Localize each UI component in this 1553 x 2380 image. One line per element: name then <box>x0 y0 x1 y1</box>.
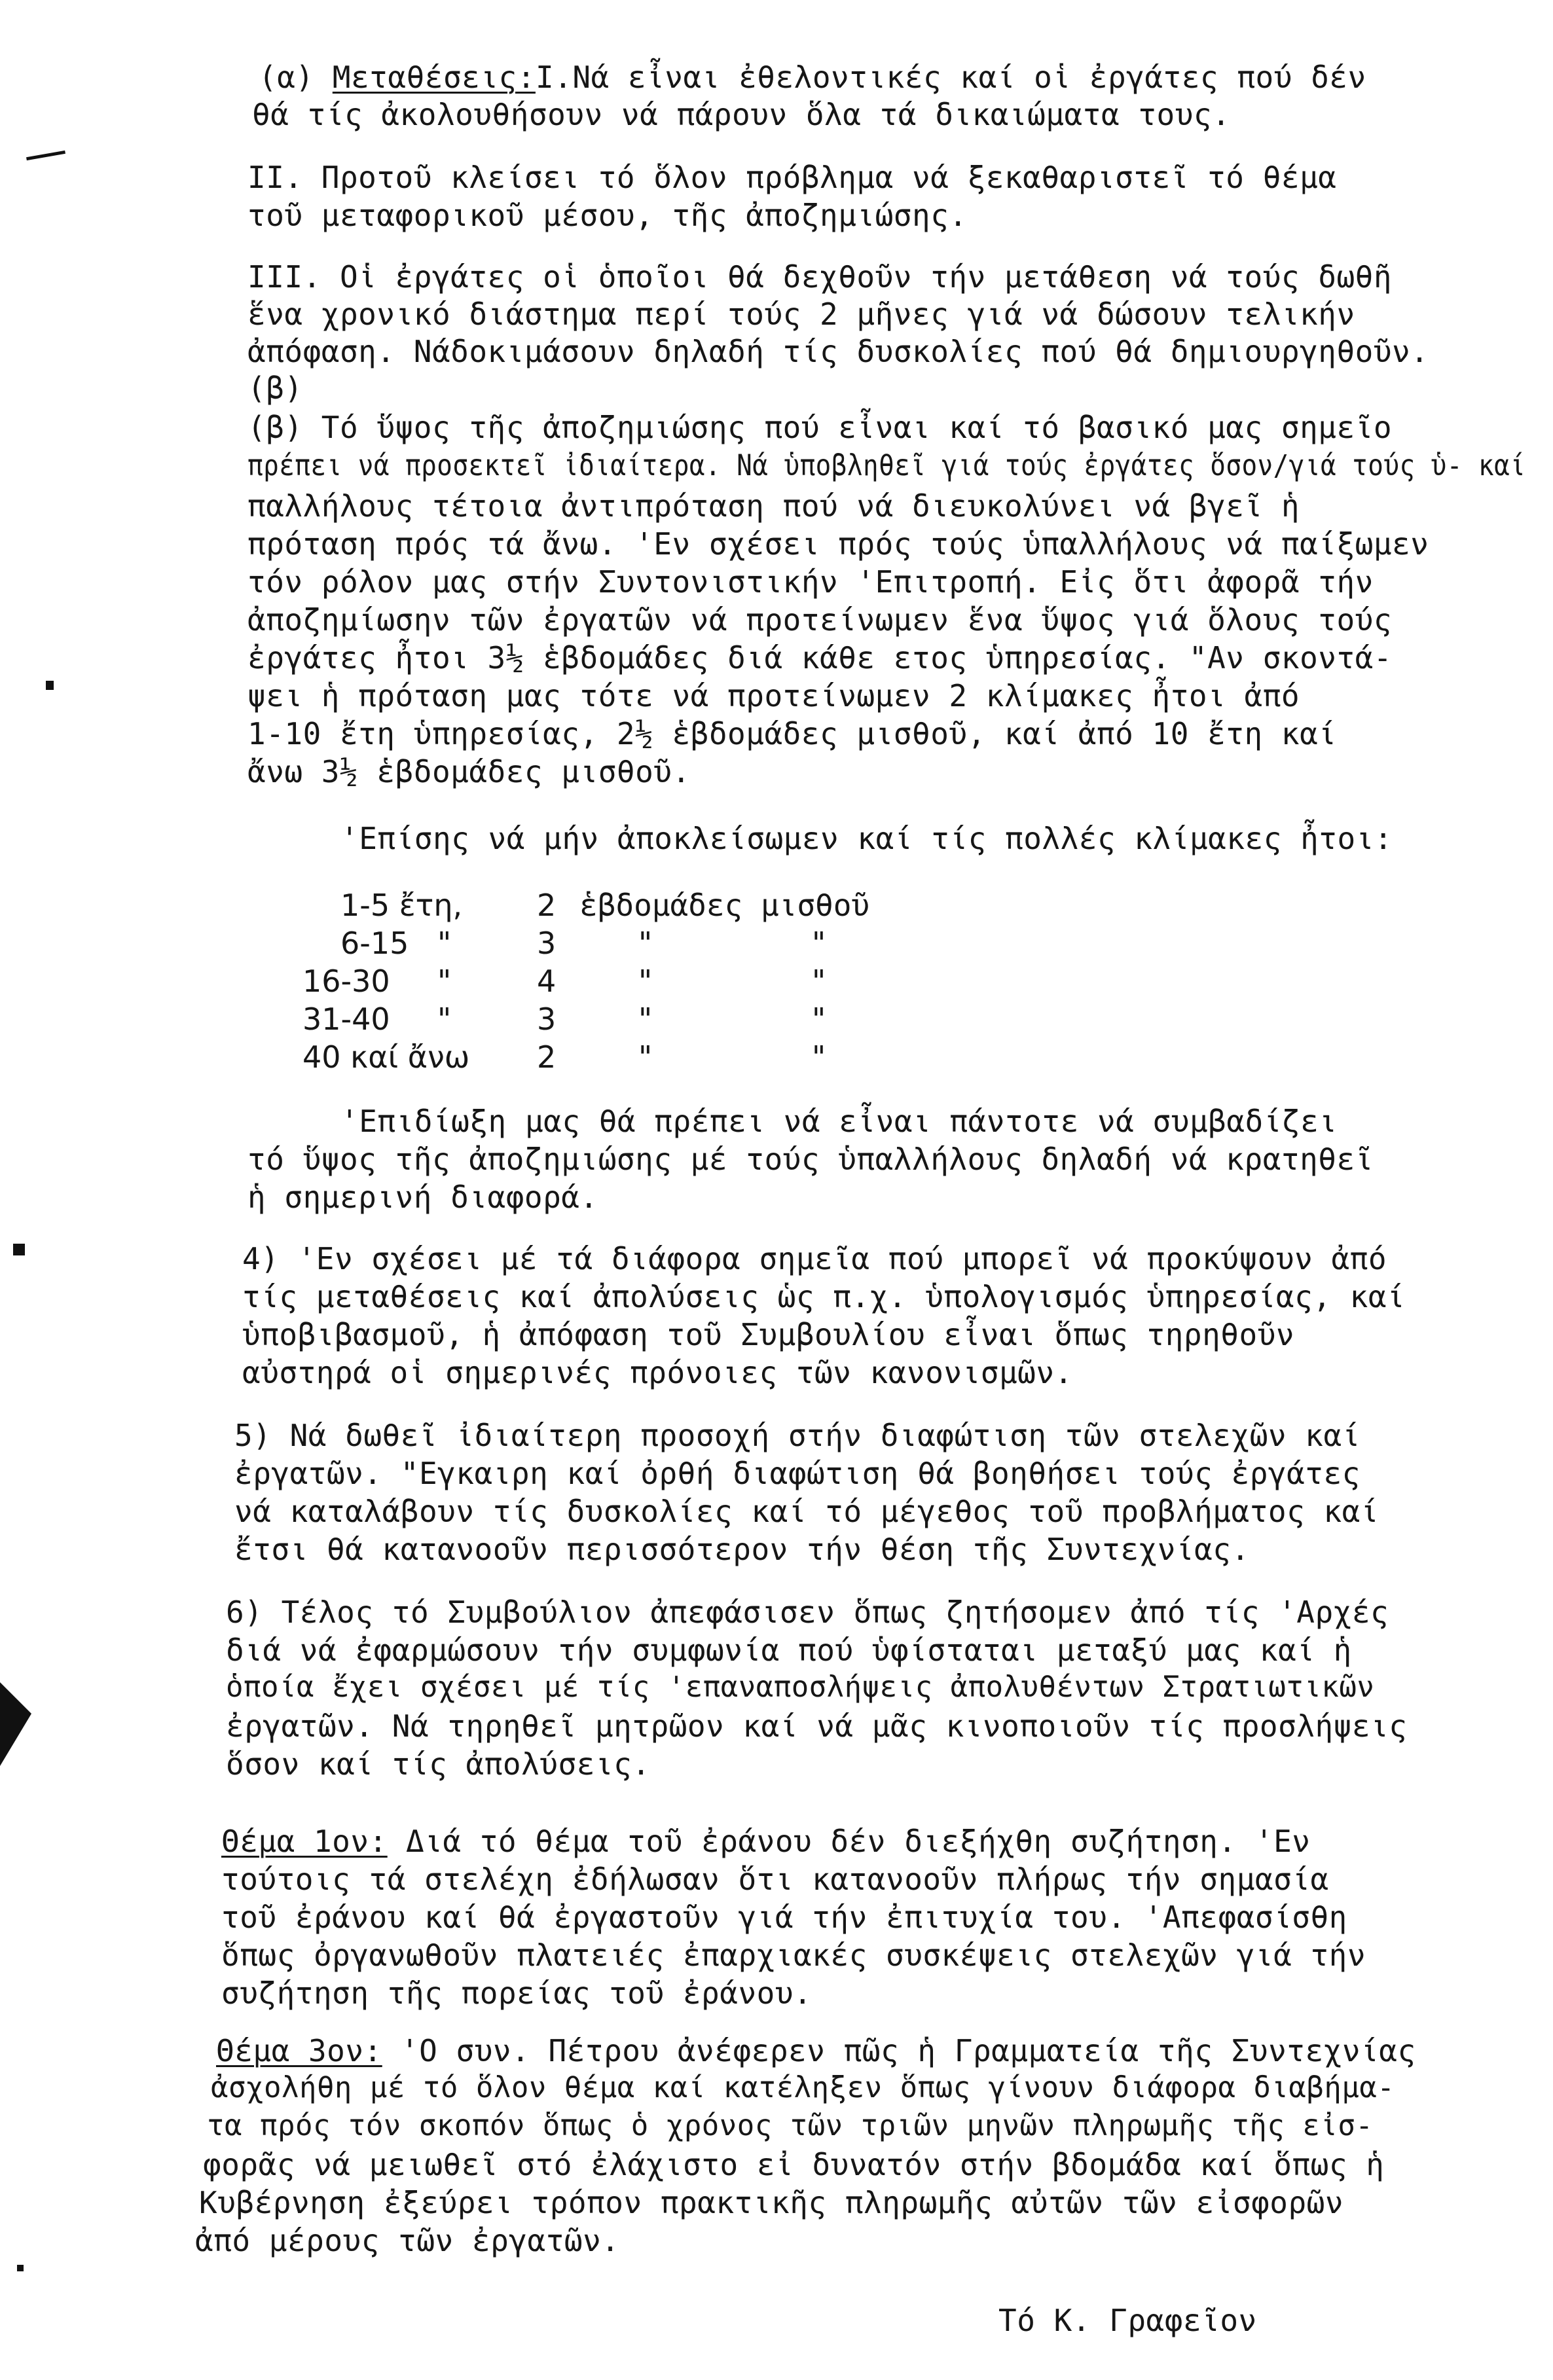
theme3-line-1: Θέμα 3ον: 'Ο συν. Πέτρου ἀνέφερεν πῶς ἡ Γραμματεία τῆς Συντεχνίας <box>216 2033 1416 2068</box>
section-b-line-3: παλλήλους τέτοια ἀντιπρόταση πού νά διευκολύνει νά βγεῖ ἡ <box>247 488 1300 524</box>
item6-line-2: διά νά ἐφαρμώσουν τήν συμφωνία πού ὑφίσταται μεταξύ μας καί ἡ <box>226 1632 1352 1668</box>
section-b-line-6: ἀποζημίωσην τῶν ἐργατῶν νά προτείνωμεν ἕνα ὕψος γιά ὅλους τούς <box>247 602 1393 638</box>
scale-row-ditto: " <box>437 1001 452 1037</box>
scale-row-ditto: " <box>812 1039 826 1075</box>
item6-line-4: ἐργατῶν. Νά τηρηθεῖ μητρῶον καί νά μᾶς κινοποιοῦν τίς προσλήψεις <box>226 1708 1408 1744</box>
theme3-line-6: ἀπό μέρους τῶν ἐργατῶν. <box>195 2223 620 2258</box>
scale-row-ditto: " <box>437 964 452 999</box>
scale-row-weeks: 2 <box>537 1039 557 1075</box>
margin-speck <box>46 681 54 690</box>
section-b-line-5: τόν ρόλον μας στήν Συντονιστικήν 'Επιτροπή. Εἰς ὅτι ἀφορᾶ τήν <box>247 564 1374 600</box>
section-a-ii-line-2: τοῦ μεταφορικοῦ μέσου, τῆς ἀποζημιώσης. <box>247 198 968 233</box>
scale-row-years: 6-15 <box>340 926 409 961</box>
section-a-line-1: (α) Μεταθέσεις:Ι.Νά εἶναι ἐθελοντικές καί οἱ ἐργάτες πού δέν <box>259 60 1366 95</box>
section-b-line-9: 1-10 ἔτη ὑπηρεσίας, 2½ ἑβδομάδες μισθοῦ, καί ἀπό 10 ἔτη καί <box>247 716 1337 751</box>
section-b-line-8: ψει ἡ πρόταση μας τότε νά προτείνωμεν 2 κλίμακες ἦτοι ἀπό <box>247 678 1300 713</box>
scale-row-ditto: " <box>638 964 653 999</box>
scale-intro: 'Επίσης νά μήν ἀποκλείσωμεν καί τίς πολλές κλίμακες ἦτοι: <box>340 821 1393 856</box>
item6-line-1: 6) Τέλος τό Συμβούλιον ἀπεφάσισεν ὅπως ζητήσομεν ἀπό τίς 'Αρχές <box>226 1595 1389 1630</box>
item6-line-5: ὅσον καί τίς ἀπολύσεις. <box>226 1746 651 1782</box>
margin-speck <box>17 2265 24 2271</box>
margin-arrow-mark <box>0 1682 31 1766</box>
margin-speck <box>26 151 65 160</box>
scale-row-years: 40 καί ἄνω <box>302 1039 470 1075</box>
item4-line-2: τίς μεταθέσεις καί ἀπολύσεις ὡς π.χ. ὑπολογισμός ὑπηρεσίας, καί <box>242 1279 1406 1314</box>
item5-line-1: 5) Νά δωθεῖ ἰδιαίτερη προσοχή στήν διαφώτιση τῶν στελεχῶν καί <box>234 1418 1361 1453</box>
theme1-heading: Θέμα 1ον: <box>221 1824 388 1859</box>
section-a-line-2: θά τίς ἀκολουθήσουν νά πάρουν ὅλα τά δικαιώματα τους. <box>252 97 1231 132</box>
section-a-iii-line-2: ἕνα χρονικό διάστημα περί τούς 2 μῆνες γιά νά δώσουν τελικήν <box>247 297 1355 332</box>
theme3-line-2: ἀσχολήθη μέ τό ὅλον θέμα καί κατέληξεν ὅπως γίνουν διάφορα διαβήμα- <box>211 2071 1395 2104</box>
aim-line-1: 'Επιδίωξη μας θά πρέπει νά εἶναι πάντοτε νά συμβαδίζει <box>340 1104 1338 1139</box>
section-a-ii-line-1: ΙΙ. Προτοῦ κλείσει τό ὅλον πρόβλημα νά ξεκαθαριστεῖ τό θέμα <box>247 160 1337 195</box>
scale-row-weeks: 4 <box>537 964 557 999</box>
scale-row-ditto: " <box>638 1039 653 1075</box>
scale-row-weeks: 3 <box>537 926 557 961</box>
scale-row-ditto: " <box>638 1001 653 1037</box>
margin-speck <box>13 1244 25 1255</box>
section-b-line-4: πρόταση πρός τά ἄνω. 'Εν σχέσει πρός τούς ὑπαλλήλους νά παίξωμεν <box>247 526 1429 562</box>
section-b-line-10: ἄνω 3½ ἑβδομάδες μισθοῦ. <box>247 754 691 789</box>
item5-line-2: ἐργατῶν. "Εγκαιρη καί ὀρθή διαφώτιση θά βοηθήσει τούς ἐργάτες <box>234 1456 1361 1491</box>
section-b-line-7: ἐργάτες ἦτοι 3½ ἑβδομάδες διά κάθε ετος ὑπηρεσίας. "Αν σκοντά- <box>247 640 1393 676</box>
scale-row-weeks: 3 <box>537 1001 557 1037</box>
item4-line-3: ὑποβιβασμοῦ, ἡ ἀπόφαση τοῦ Συμβουλίου εἶναι ὅπως τηρηθοῦν <box>242 1317 1295 1352</box>
scale-row-years: 1-5 ἔτη, <box>340 888 463 923</box>
theme1-line-3: τοῦ ἐράνου καί θά ἐργαστοῦν γιά τήν ἐπιτυχία του. 'Απεφασίσθη <box>221 1900 1347 1935</box>
item5-line-3: νά καταλάβουν τίς δυσκολίες καί τό μέγεθος τοῦ προβλήματος καί <box>234 1494 1379 1529</box>
item4-line-4: αὐστηρά οἱ σημερινές πρόνοιες τῶν κανονισμῶν. <box>242 1355 1073 1390</box>
scale-row-ditto: " <box>812 964 826 999</box>
item6-line-3: ὁποία ἔχει σχέσει μέ τίς 'επαναποσλήψεις ἀπολυθέντων Στρατιωτικῶν <box>226 1670 1375 1704</box>
scale-row-ditto: " <box>437 926 452 961</box>
aim-line-3: ἡ σημερινή διαφορά. <box>247 1180 598 1215</box>
scale-row-weeks: 2 <box>537 888 557 923</box>
theme3-line-4: φορᾶς νά μειωθεῖ στό ἐλάχιστο εἰ δυνατόν στήν βδομάδα καί ὅπως ἡ <box>203 2147 1385 2182</box>
scale-row-ditto: " <box>812 926 826 961</box>
item4-line-1: 4) 'Εν σχέσει μέ τά διάφορα σημεῖα πού μπορεῖ νά προκύψουν ἀπό <box>242 1241 1387 1276</box>
section-a-iii-line-3: ἀπόφαση. Νάδοκιμάσουν δηλαδή τίς δυσκολίες πού θά δημιουργηθοῦν. <box>247 334 1429 369</box>
section-heading: Μεταθέσεις: <box>332 60 536 95</box>
section-a-iii-line-1: ΙΙΙ. Οἱ ἐργάτες οἱ ὁποῖοι θά δεχθοῦν τήν μετάθεση νά τούς δωθῆ <box>247 259 1393 295</box>
theme3-line-3: τα πρός τόν σκοπόν ὅπως ὁ χρόνος τῶν τριῶν μηνῶν πληρωμῆς τῆς εἰσ- <box>207 2109 1374 2142</box>
scale-row-ditto: " <box>638 926 653 961</box>
scale-row-unit: ἑβδομάδες μισθοῦ <box>579 888 870 923</box>
item5-line-4: ἔτσι θά κατανοοῦν περισσότερον τήν θέση τῆς Συντεχνίας. <box>234 1532 1250 1567</box>
section-beta-mark: (β) <box>247 370 303 406</box>
theme1-line-4: ὅπως ὀργανωθοῦν πλατειές ἐπαρχιακές συσκέψεις στελεχῶν γιά τήν <box>221 1938 1366 1973</box>
section-b-line-2: πρέπει νά προσεκτεῖ ἰδιαίτερα. Νά ὑποβληθεῖ γιά τούς ἐργάτες ὅσον/γιά τούς ὑ- καί <box>247 449 1526 482</box>
theme1-line-2: τούτοις τά στελέχη ἐδήλωσαν ὅτι κατανοοῦν πλήρως τήν σημασία <box>221 1862 1329 1897</box>
scale-row-years: 31-40 <box>302 1001 390 1037</box>
section-label: (α) <box>259 60 314 95</box>
theme3-line-5: Κυβέρνηση ἐξεύρει τρόπον πρακτικῆς πληρωμῆς αὐτῶν τῶν εἰσφορῶν <box>199 2185 1344 2220</box>
theme1-line-5: συζήτηση τῆς πορείας τοῦ ἐράνου. <box>221 1975 813 2011</box>
theme1-line-1: Θέμα 1ον: Διά τό θέμα τοῦ ἐράνου δέν διεξήχθη συζήτηση. 'Εν <box>221 1824 1311 1859</box>
theme3-heading: Θέμα 3ον: <box>216 2033 382 2068</box>
signature: Τό Κ. Γραφεῖον <box>998 2303 1257 2338</box>
scale-row-years: 16-30 <box>302 964 390 999</box>
scale-row-ditto: " <box>812 1001 826 1037</box>
section-b-line-1: (β) Τό ὕψος τῆς ἀποζημιώσης πού εἶναι καί τό βασικό μας σημεῖο <box>247 410 1393 445</box>
aim-line-2: τό ὕψος τῆς ἀποζημιώσης μέ τούς ὑπαλλήλους δηλαδή νά κρατηθεῖ <box>247 1142 1374 1177</box>
